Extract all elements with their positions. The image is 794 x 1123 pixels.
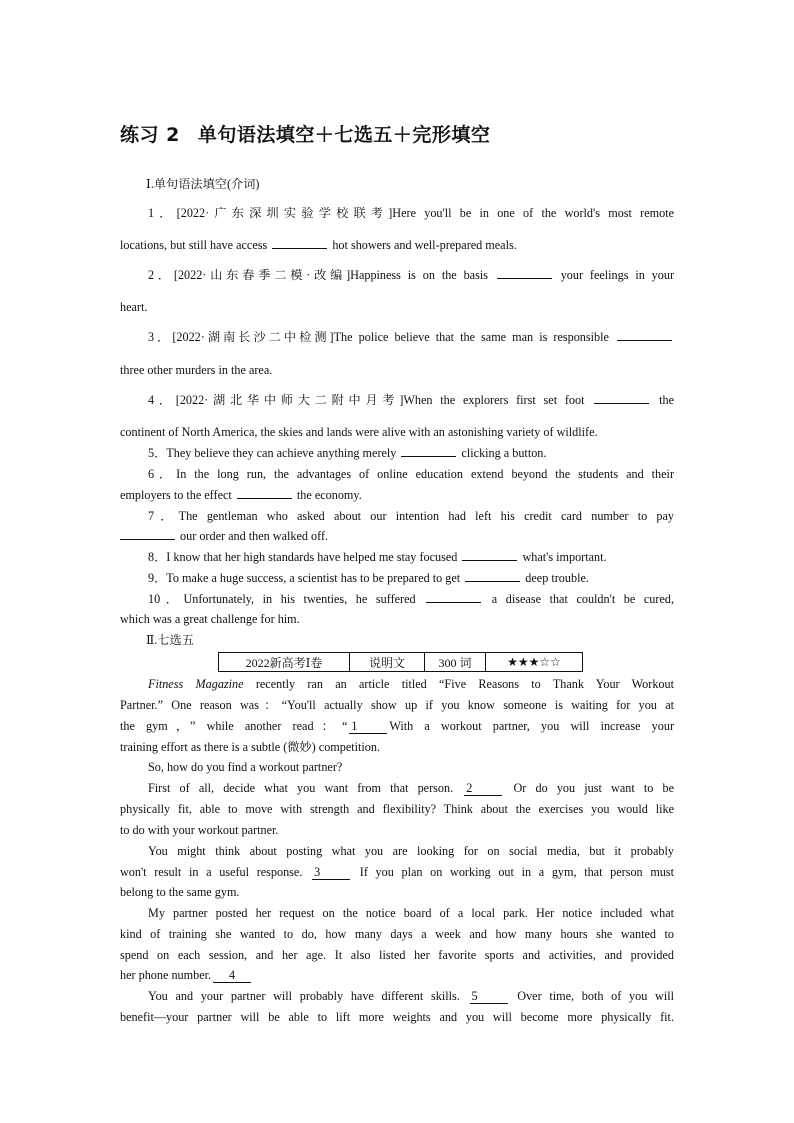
passage-p5-line-2: kind of training she wanted to do, how many days a week and how many hours she wanted to	[120, 927, 674, 941]
passage-p4-line-3: belong to the same gym.	[120, 885, 240, 899]
passage-p4-line-2: won't result in a useful response. 3 If you plan on working out in a gym, that person must	[120, 865, 675, 879]
answer-blank[interactable]	[237, 487, 292, 499]
answer-blank[interactable]	[120, 528, 175, 540]
word-count: 300 词	[425, 653, 486, 672]
answer-blank[interactable]	[465, 570, 520, 582]
blank-2[interactable]: 2	[464, 781, 502, 796]
question-4-line-2: continent of North America, the skies and lands were alive with an astonishing variety of wildlife.	[120, 425, 598, 439]
question-1-line-1: 1．[2022·广东深圳实验学校联考]Here you'll be in one of the world's most remote	[148, 206, 674, 220]
difficulty-stars: ★★★☆☆	[486, 653, 583, 672]
answer-blank[interactable]	[497, 267, 552, 279]
passage-p3-line-3: to do with your workout partner.	[120, 823, 279, 837]
blank-3[interactable]: 3	[312, 865, 350, 880]
exam-source: 2022新高考Ⅰ卷	[219, 653, 350, 672]
question-4-line-1: 4．[2022·湖北华中师大二附中月考]When the explorers first set foot the	[148, 393, 674, 407]
passage-p1-line-3: the gym，” while another read：“ 1 With a workout partner, you will increase your	[120, 719, 674, 733]
question-3-line-2: three other murders in the area.	[120, 363, 273, 377]
exercise-title: 单句语法填空＋七选五＋完形填空	[197, 124, 491, 146]
passage-p6-line-2: benefit—your partner will be able to lift more weights and you will become more physically fit.	[120, 1010, 674, 1024]
answer-blank[interactable]	[462, 549, 517, 561]
exercise-number: 练习 2	[120, 124, 180, 146]
question-10-line-1: 10．Unfortunately, in his twenties, he suffered a disease that couldn't be cured,	[148, 592, 674, 606]
text-genre: 说明文	[350, 653, 425, 672]
question-6-line-1: 6．In the long run, the advantages of online education extend beyond the students and their	[148, 467, 674, 481]
answer-blank[interactable]	[594, 392, 649, 404]
question-7-line-2: our order and then walked off.	[120, 528, 674, 544]
answer-blank[interactable]	[272, 237, 327, 249]
section-heading-2: Ⅱ.七选五	[146, 633, 194, 647]
passage-p5-line-4: her phone number. 4	[120, 967, 674, 983]
question-5-line-1: 5．They believe they can achieve anything merely clicking a button.	[148, 446, 547, 460]
answer-blank[interactable]	[401, 445, 456, 457]
source-info-bar	[218, 652, 583, 672]
question-2-line-2: heart.	[120, 300, 148, 314]
passage-p4-line-1: You might think about posting what you are looking for on social media, but it probably	[148, 844, 674, 858]
passage-p1-line-1: Fitness Magazine recently ran an article titled “Five Reasons to Thank Your Workout	[148, 677, 674, 691]
question-6-line-2: employers to the effect the economy.	[120, 488, 362, 502]
question-8-line-1: 8．I know that her high standards have helped me stay focused what's important.	[148, 550, 607, 564]
passage-p3-line-2: physically fit, able to move with strength and flexibility? Think about the exercises you would like	[120, 802, 674, 816]
question-9-line-1: 9．To make a huge success, a scientist has to be prepared to get deep trouble.	[148, 571, 589, 585]
question-2-line-1: 2．[2022·山东春季二模·改编]Happiness is on the basis your feelings in your	[148, 268, 675, 282]
answer-blank[interactable]	[426, 591, 481, 603]
blank-1[interactable]: 1	[349, 719, 387, 734]
passage-p2: So, how do you find a workout partner?	[148, 760, 343, 774]
passage-p3-line-1: First of all, decide what you want from that person. 2 Or do you just want to be	[148, 781, 675, 795]
question-3-line-1: 3．[2022·湖南长沙二中检测]The police believe that the same man is responsible	[148, 329, 674, 345]
passage-p6-line-1: You and your partner will probably have different skills. 5 Over time, both of you will	[148, 989, 675, 1003]
passage-p1-line-4: training effort as there is a subtle (微妙) competition.	[120, 740, 381, 754]
passage-p5-line-1: My partner posted her request on the notice board of a local park. Her notice included what	[148, 906, 674, 920]
page-title	[120, 120, 490, 147]
answer-blank[interactable]	[617, 329, 672, 341]
section-heading-1: Ⅰ.单句语法填空(介词)	[146, 177, 260, 191]
passage-p5-line-3: spend on each session, and her age. It also listed her favorite sports and activities, and provided	[120, 948, 674, 962]
question-7-line-1: 7．The gentleman who asked about our intention had left his credit card number to pay	[148, 509, 674, 523]
blank-4[interactable]: 4	[213, 968, 251, 983]
question-10-line-2: which was a great challenge for him.	[120, 612, 300, 626]
question-1-line-2: locations, but still have access hot showers and well-prepared meals.	[120, 238, 517, 252]
blank-5[interactable]: 5	[470, 989, 508, 1004]
passage-p1-line-2: Partner.” One reason was：“You'll actually show up if you know someone is waiting for you at	[120, 698, 674, 712]
